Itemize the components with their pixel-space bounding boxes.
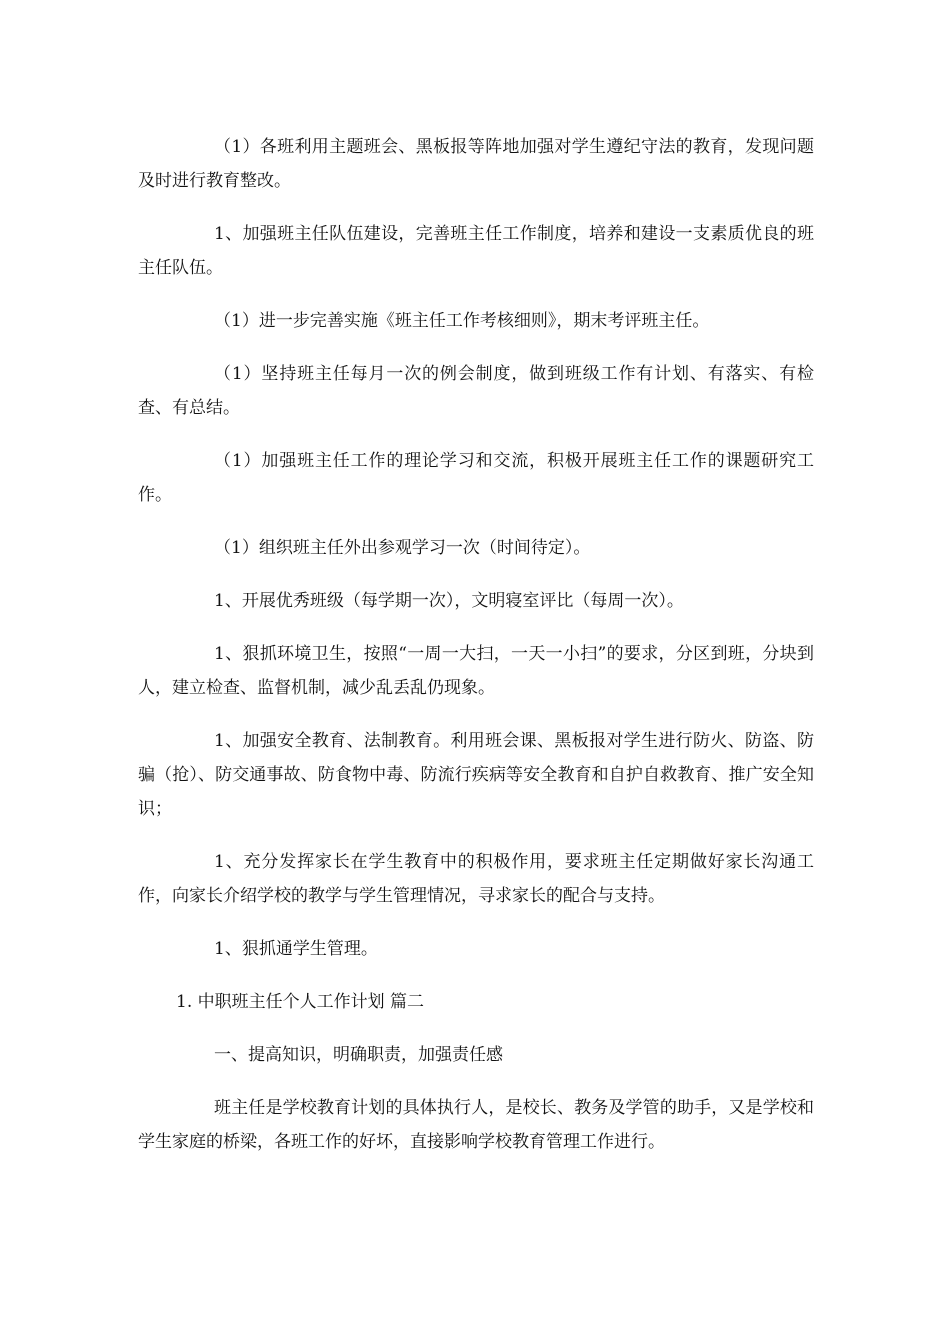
paragraph-class-meetings: （1）各班利用主题班会、黑板报等阵地加强对学生遵纪守法的教育，发现问题及时进行教育整改。 — [138, 137, 814, 191]
paragraph-safety-education: 1、加强安全教育、法制教育。利用班会课、黑板报对学生进行防火、防盗、防骗（抢）、防交通事故、防食物中毒、防流行疾病等安全教育和自护自救教育、推广安全知识； — [138, 731, 814, 819]
paragraph-commuter-students: 1、狠抓通学生管理。 — [214, 939, 378, 959]
paragraph-teacher-team: 1、加强班主任队伍建设，完善班主任工作制度，培养和建设一支素质优良的班主任队伍。 — [138, 224, 814, 278]
paragraph-excellent-class: 1、开展优秀班级（每学期一次），文明寝室评比（每周一次）。 — [214, 591, 684, 611]
document-body — [138, 130, 814, 1178]
paragraph-environment-hygiene: 1、狠抓环境卫生，按照“一周一大扫，一天一小扫”的要求，分区到班，分块到人，建立检查、监督机制，减少乱丢乱仍现象。 — [138, 644, 814, 698]
section-heading: 1. 中职班主任个人工作计划 篇二 — [176, 992, 425, 1012]
paragraph-teacher-role: 班主任是学校教育计划的具体执行人，是校长、教务及学管的助手，又是学校和学生家庭的桥梁，各班工作的好坏，直接影响学校教育管理工作进行。 — [138, 1098, 814, 1152]
paragraph-theory-study: （1）加强班主任工作的理论学习和交流，积极开展班主任工作的课题研究工作。 — [138, 451, 814, 505]
subsection-heading: 一、提高知识，明确职责，加强责任感 — [214, 1045, 503, 1065]
paragraph-field-visit: （1）组织班主任外出参观学习一次（时间待定）。 — [214, 538, 591, 558]
paragraph-parent-cooperation: 1、充分发挥家长在学生教育中的积极作用，要求班主任定期做好家长沟通工作，向家长介绍学校的教学与学生管理情况，寻求家长的配合与支持。 — [138, 852, 814, 906]
paragraph-monthly-meeting: （1）坚持班主任每月一次的例会制度，做到班级工作有计划、有落实、有检查、有总结。 — [138, 364, 814, 418]
paragraph-assessment-rules: （1）进一步完善实施《班主任工作考核细则》，期末考评班主任。 — [214, 311, 710, 331]
